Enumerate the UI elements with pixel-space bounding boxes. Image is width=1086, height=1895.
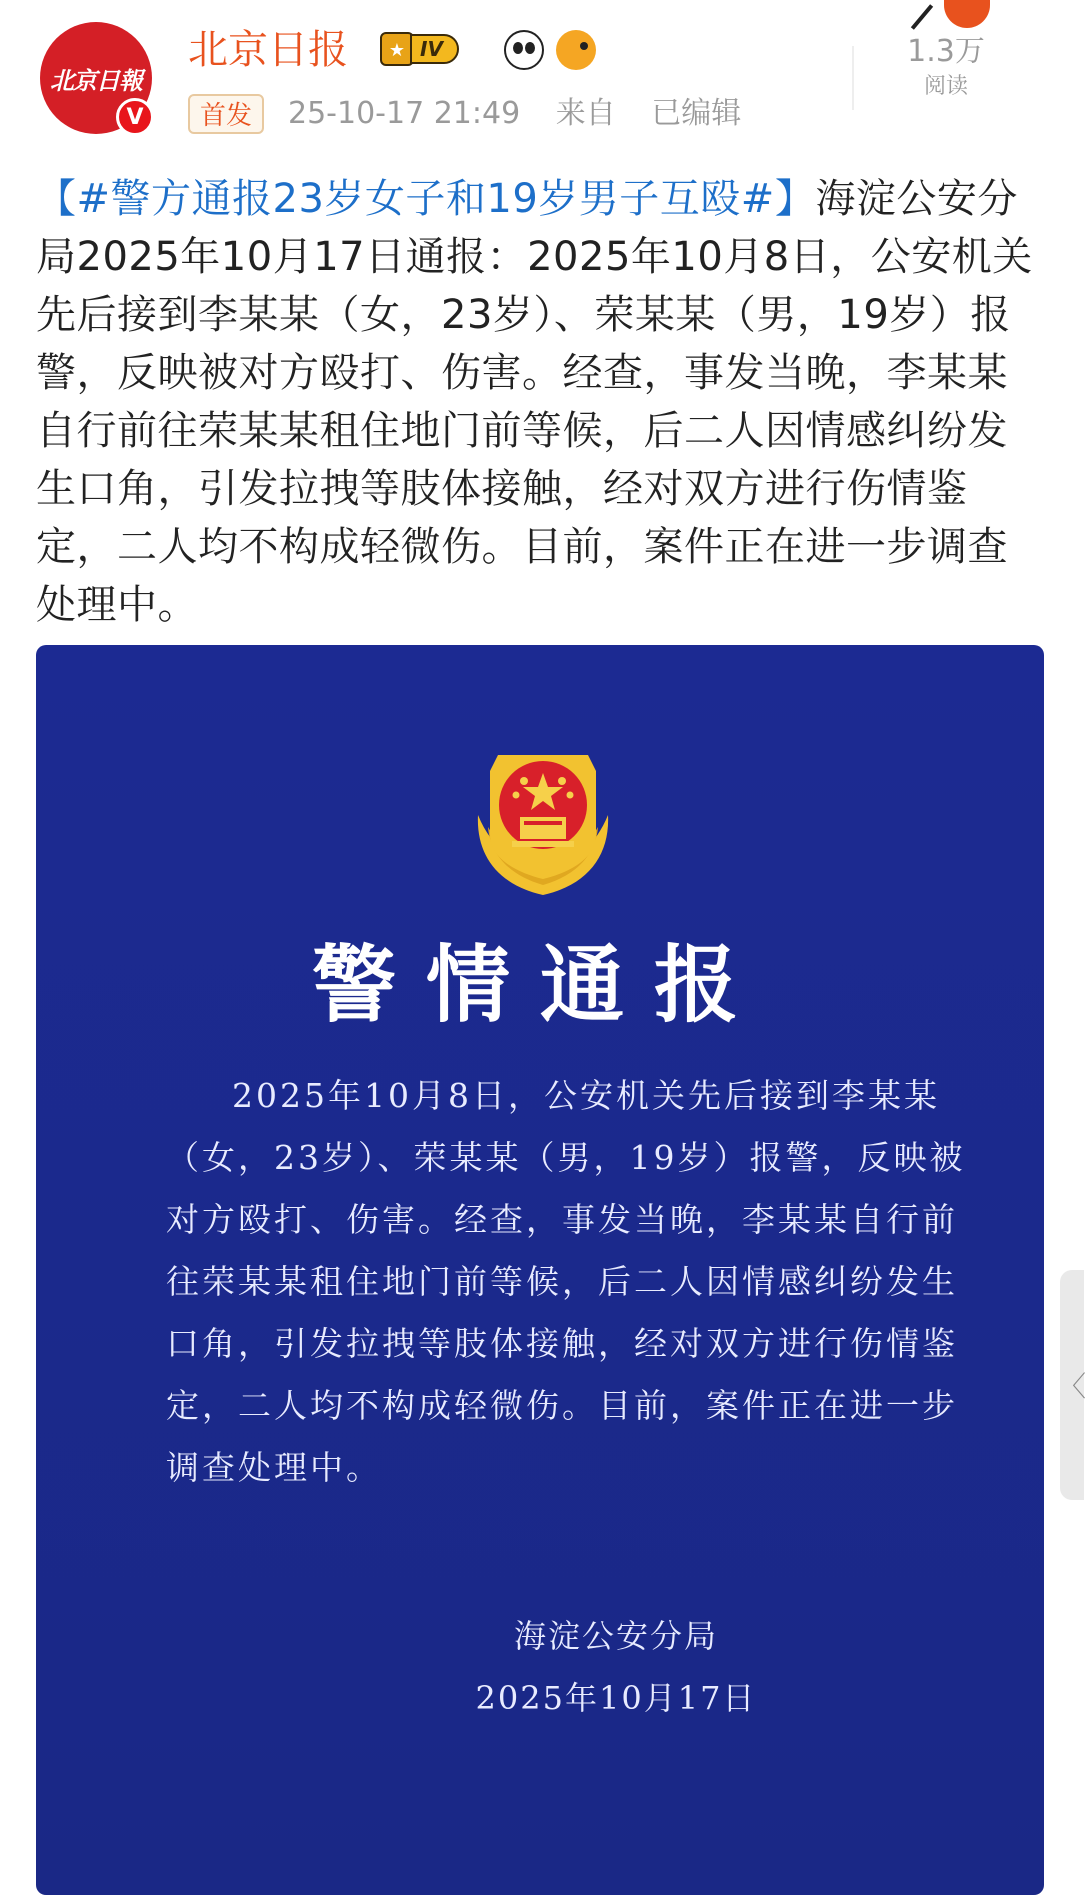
user-name[interactable]: 北京日报 xyxy=(188,27,348,73)
notice-body: 2025年10月8日，公安机关先后接到李某某（女，23岁）、荣某某（男，19岁）报警，反映被对方殴打、伤害。经查，事发当晚，李某某自行前往荣某某租住地门前等候，后二人因情感纠纷发生口角，引发拉拽等肢体接触，经对双方进行伤情鉴定，二人均不构成轻微伤。目前，案件正在进一步调查处理中。 xyxy=(166,1076,966,1487)
level-badge[interactable] xyxy=(380,30,459,68)
side-collapse-handle[interactable] xyxy=(1060,1270,1084,1500)
notice-signer: 海淀公安分局 xyxy=(513,1617,718,1655)
crown-icon: ★ xyxy=(380,32,414,66)
avatar-logo-text: 北京日報 xyxy=(50,65,142,95)
chopsticks-icon xyxy=(911,4,933,30)
verified-badge: V xyxy=(116,98,154,136)
read-count: 1.3万 xyxy=(907,34,985,69)
notice-date: 2025年10月17日 xyxy=(475,1679,757,1717)
hashtag-link[interactable]: 【#警方通报23岁女子和19岁男子互殴#】 xyxy=(36,176,816,222)
police-emblem-icon xyxy=(468,735,618,905)
post-source[interactable]: 来自 xyxy=(555,96,616,131)
chevron-left-icon: 〈 xyxy=(1058,1370,1086,1403)
post-timestamp: 25-10-17 21:49 xyxy=(288,96,521,131)
police-notice-image[interactable] xyxy=(36,645,1044,1895)
panda-icon[interactable] xyxy=(504,30,544,70)
read-label: 阅读 xyxy=(923,74,968,99)
post-body: 海淀公安分局2025年10月17日通报：2025年10月8日，公安机关先后接到李某某（女，23岁）、荣某某（男，19岁）报警，反映被对方殴打、伤害。经查，事发当晚，李某某自行前往荣某某租住地门前等候，后二人因情感纠纷发生口角，引发拉拽等肢体接触，经对双方进行伤情鉴定，二人均不构成轻微伤。目前，案件正在进一步调查处理中。 xyxy=(36,176,1033,628)
edited-label[interactable]: 已编辑 xyxy=(651,96,742,131)
post-meta xyxy=(288,94,767,134)
header-divider xyxy=(852,46,854,110)
first-post-tag: 首发 xyxy=(188,94,264,134)
level-label: IV xyxy=(410,34,459,64)
bowl-icon xyxy=(944,0,990,28)
fish-icon[interactable] xyxy=(556,30,596,70)
post-text xyxy=(36,170,1046,634)
notice-signature xyxy=(396,1605,836,1729)
notice-title: 警情通报 xyxy=(311,935,768,1034)
